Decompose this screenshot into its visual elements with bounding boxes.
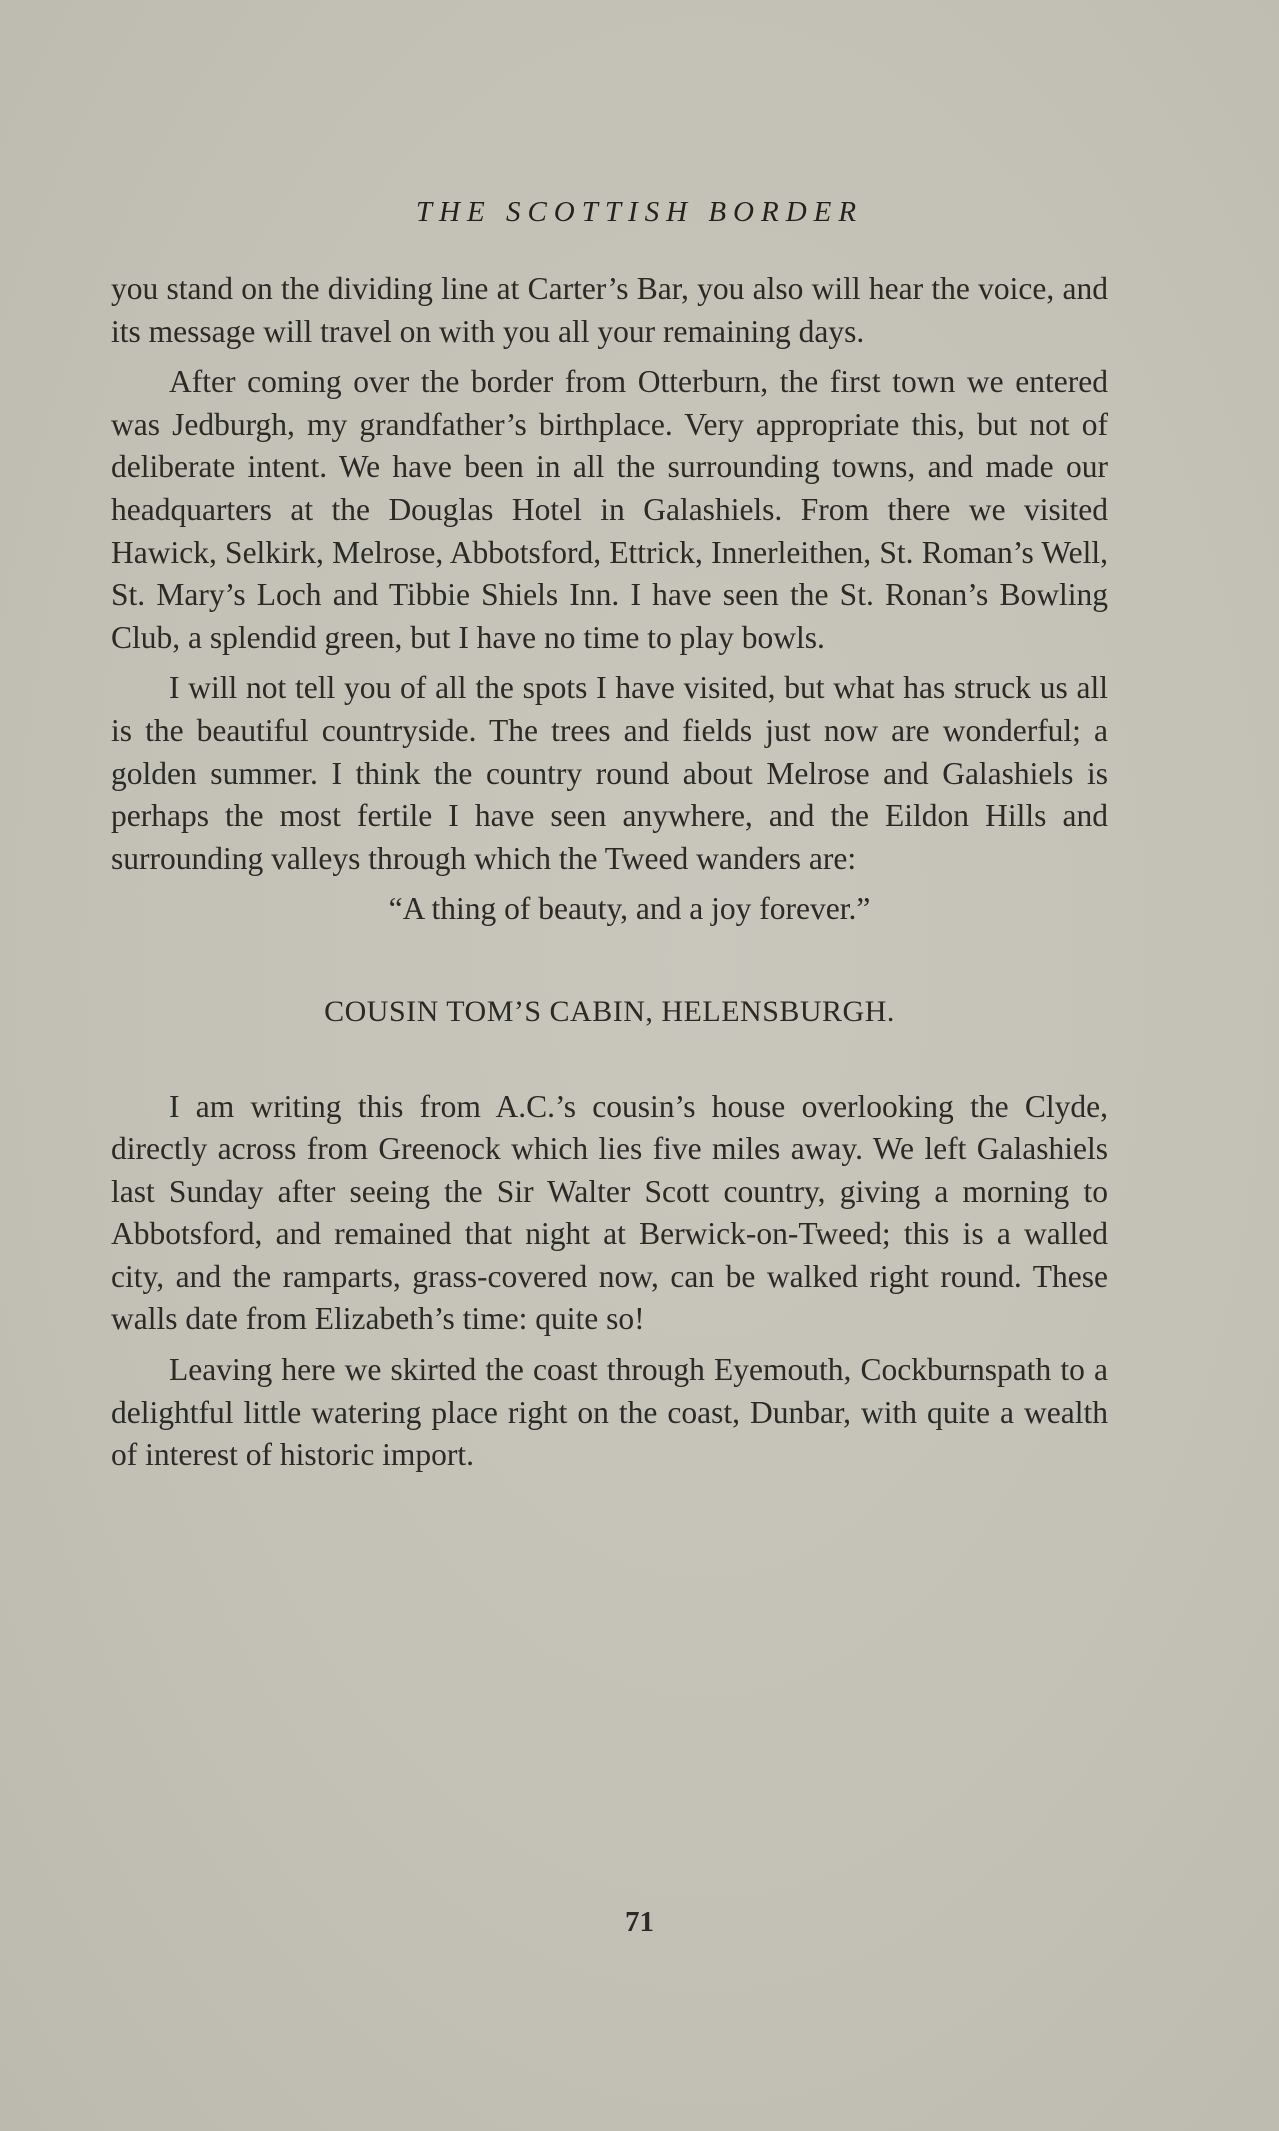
running-head: THE SCOTTISH BORDER [415, 196, 864, 228]
paragraph-continued: you stand on the dividing line at Carter’s Bar, you also will hear the voice, and its message will travel on with you all your remaining days. [111, 271, 1108, 349]
page-number: 71 [625, 1906, 654, 1938]
body-text [111, 268, 1108, 1485]
paragraph-dunbar: Leaving here we skirted the coast through Eyemouth, Cockburnspath to a delightful little watering place right on the coast, Dunbar, with quite a wealth of interest of historic import. [111, 1352, 1108, 1473]
paragraph-jedburgh: After coming over the border from Otterburn, the first town we entered was Jedburgh, my grandfather’s birthplace. Very appropriate this, but not of deliberate intent. We have been in all the surrounding towns, and made our headquarters at the Douglas Hotel in Galashiels. From there we visited Hawick, Selkirk, Melrose, Abbotsford, Ettrick, Innerleithen, St. Roman’s Well, St. Mary’s Loch and Tibbie Shiels Inn. I have seen the St. Ronan’s Bowling Club, a splendid green, but I have no time to play bowls. [111, 364, 1108, 655]
paragraph-countryside: I will not tell you of all the spots I have visited, but what has struck us all is the beautiful countryside. The trees and fields just now are wonderful; a golden summer. I think the country round about Melrose and Galashiels is perhaps the most fertile I have seen anywhere, and the Eildon Hills and surrounding valleys through which the Tweed wanders are: [111, 670, 1108, 876]
section-heading: COUSIN TOM’S CABIN, HELENSBURGH. [324, 994, 895, 1028]
paragraph-helensburgh: I am writing this from A.C.’s cousin’s house overlooking the Clyde, directly across from Greenock which lies five miles away. We left Galashiels last Sunday after seeing the Sir Walter Scott country, giving a morning to Abbotsford, and remained that night at Berwick-on-Tweed; this is a walled city, and the ramparts, grass-covered now, can be walked right round. These walls date from Elizabeth’s time: quite so! [111, 1088, 1108, 1337]
quotation: “A thing of beauty, and a joy forever.” [388, 891, 871, 927]
